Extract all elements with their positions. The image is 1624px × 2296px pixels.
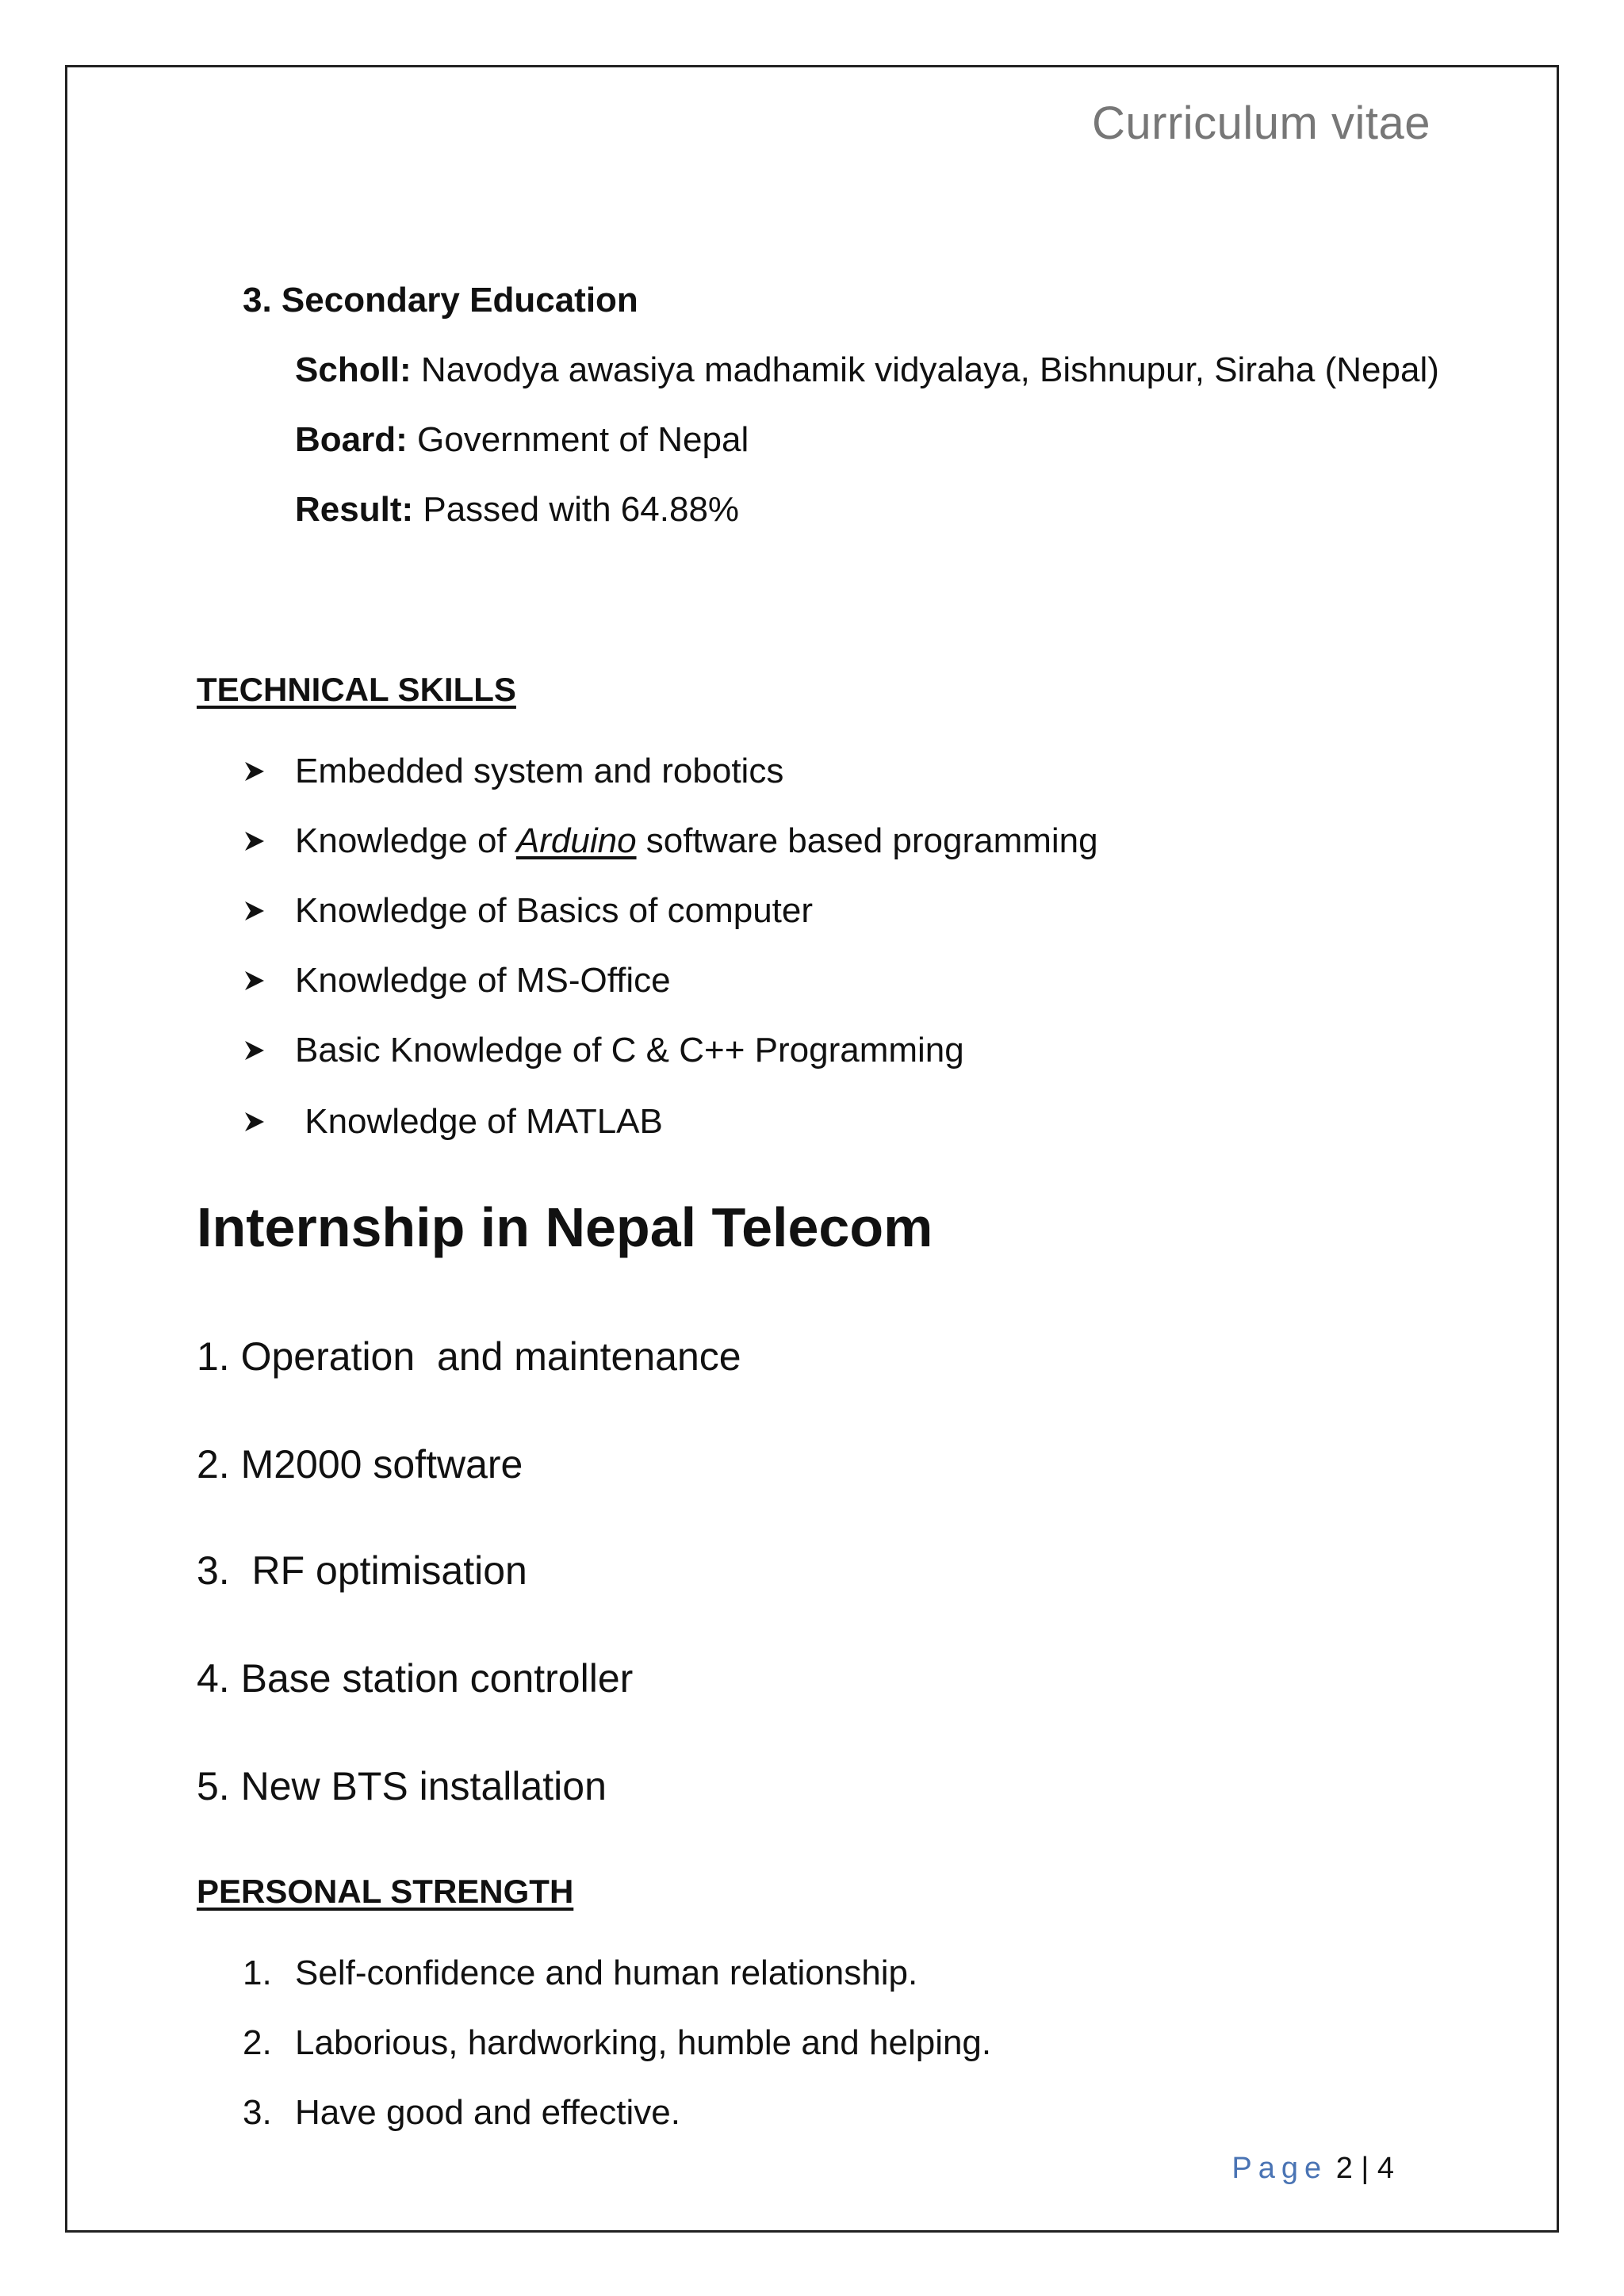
strength-item (243, 2093, 680, 2133)
internship-item: 3. RF optimisation (197, 1548, 527, 1593)
arrow-bullet-icon (243, 899, 295, 923)
secondary-education-title: 3. Secondary Education (243, 281, 638, 320)
board-line (295, 420, 749, 460)
arrow-bullet-icon (243, 1110, 295, 1134)
document-header: Curriculum vitae (1092, 98, 1431, 149)
result-label: Result: (295, 490, 414, 529)
strength-number: 3. (243, 2093, 272, 2132)
school-value: Navodya awasiya madhamik vidyalaya, Bishnupur, Siraha (Nepal) (411, 350, 1439, 389)
board-value: Government of Nepal (407, 420, 749, 459)
page-number: 2 (1335, 2152, 1353, 2185)
arrow-bullet-icon (243, 1039, 295, 1062)
skill-text: Knowledge of MATLAB (295, 1102, 663, 1141)
internship-item: 4. Base station controller (197, 1656, 634, 1701)
school-line (295, 350, 1439, 390)
skill-suffix: software based programming (636, 821, 1098, 860)
strength-text: Laborious, hardworking, humble and helping. (295, 2023, 992, 2062)
strength-text: Self-confidence and human relationship. (295, 1954, 918, 1992)
arrow-bullet-icon (243, 829, 295, 853)
technical-skills-heading: TECHNICAL SKILLS (197, 671, 516, 708)
strength-number: 1. (243, 1954, 272, 1992)
internship-item: 5. New BTS installation (197, 1764, 607, 1808)
skill-text: Knowledge of Basics of computer (295, 891, 814, 930)
skill-item (243, 1031, 964, 1070)
arrow-bullet-icon (243, 969, 295, 993)
board-label: Board: (295, 420, 408, 459)
skill-text (295, 821, 1098, 861)
skill-text: Knowledge of MS-Office (295, 961, 671, 1000)
strength-text: Have good and effective. (295, 2093, 680, 2132)
skill-item (243, 961, 671, 1001)
skill-item (243, 821, 1098, 861)
result-value: Passed with 64.88% (413, 490, 740, 529)
strength-item (243, 2023, 991, 2063)
skill-text: Basic Knowledge of C & C++ Programming (295, 1031, 964, 1070)
page-footer (1231, 2152, 1394, 2186)
school-label: Scholl: (295, 350, 412, 389)
arrow-bullet-icon (243, 760, 295, 783)
skill-item (243, 891, 813, 931)
page-separator: | (1352, 2152, 1377, 2185)
page-word: Page (1231, 2152, 1328, 2185)
skill-item (243, 752, 783, 791)
internship-title: Internship in Nepal Telecom (197, 1196, 933, 1258)
personal-strength-heading: PERSONAL STRENGTH (197, 1873, 574, 1910)
strength-number: 2. (243, 2023, 272, 2062)
skill-item (243, 1102, 663, 1142)
strength-item (243, 1954, 917, 1993)
skill-prefix: Knowledge of (295, 821, 516, 860)
arduino-link: Arduino (515, 821, 637, 860)
internship-item: 1. Operation and maintenance (197, 1334, 741, 1379)
total-pages: 4 (1377, 2152, 1394, 2185)
skill-text: Embedded system and robotics (295, 752, 784, 790)
internship-item: 2. M2000 software (197, 1442, 523, 1487)
result-line (295, 490, 739, 530)
